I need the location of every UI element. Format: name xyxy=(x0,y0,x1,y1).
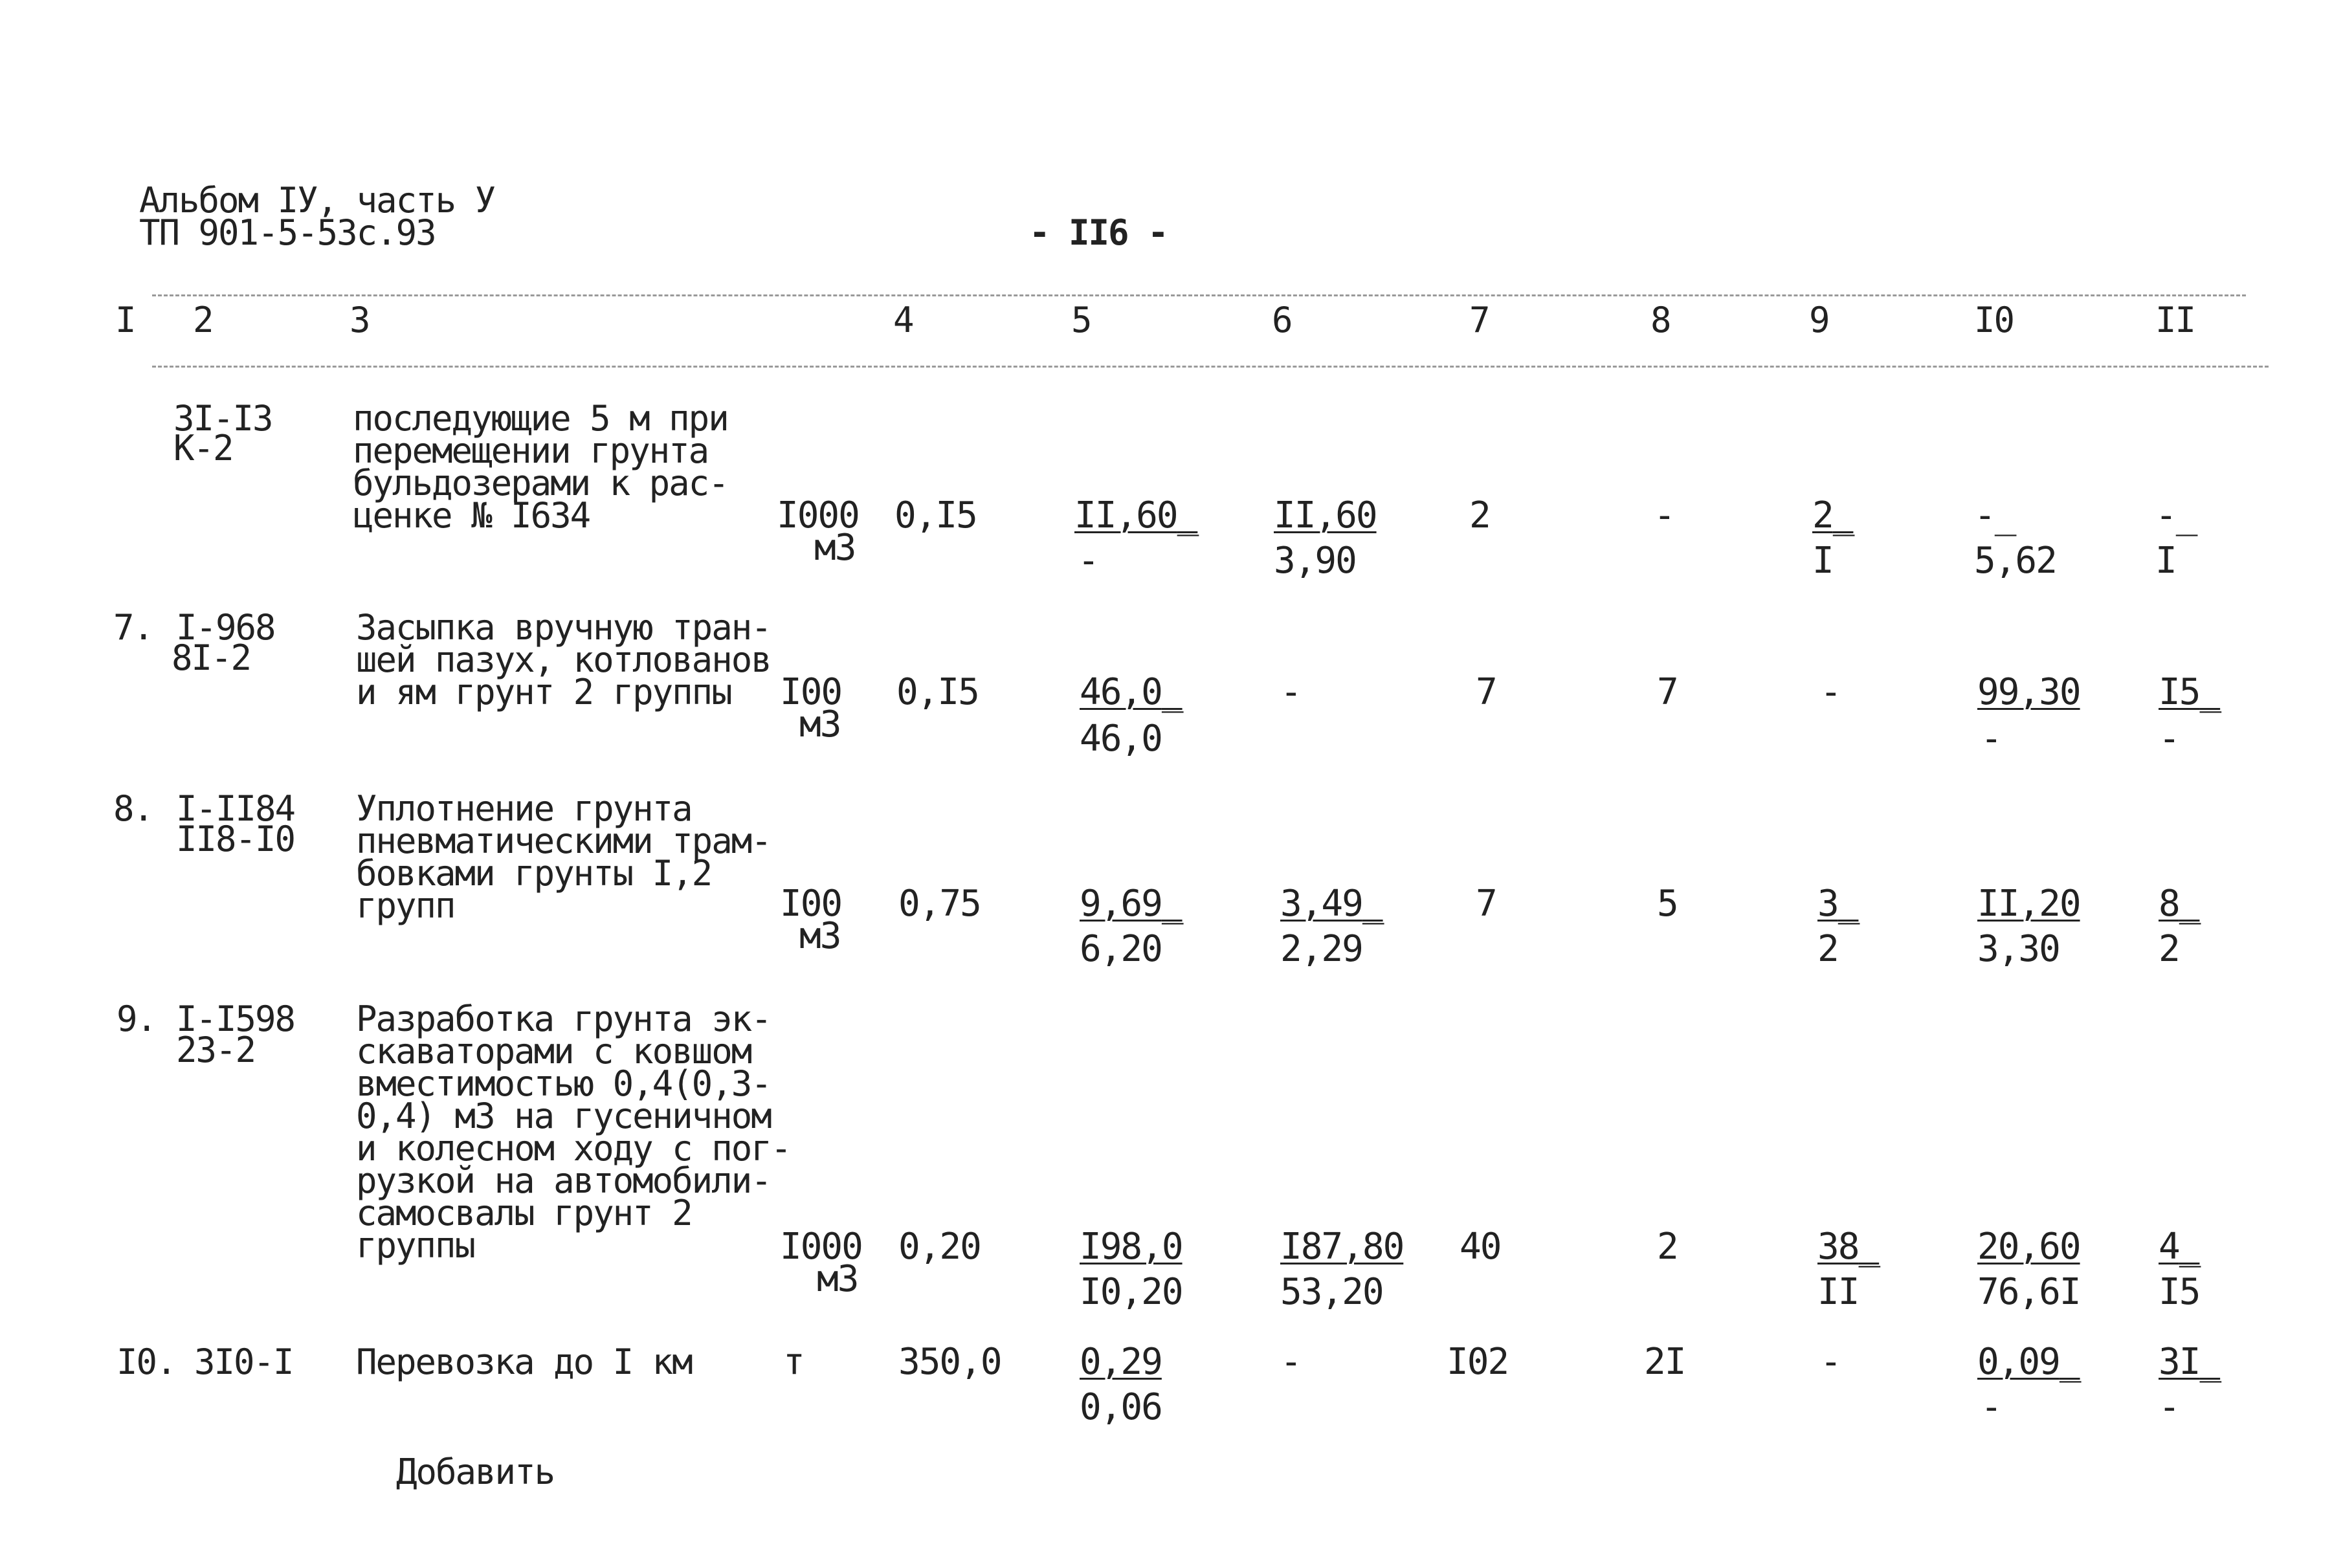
cell-col11-top: 8 _ xyxy=(2159,888,2199,920)
row-code-sub: К-2 xyxy=(173,428,233,469)
row-number: 9. xyxy=(117,999,157,1039)
cell-col9-top: 3 _ xyxy=(1817,888,1858,920)
col-header-10: I0 xyxy=(1974,300,2014,340)
cell-col5-top: I98,0 xyxy=(1080,1226,1183,1268)
row-unit: т xyxy=(783,1341,804,1383)
header-bottom-rule xyxy=(152,366,2269,368)
row-quantity: 0,I5 xyxy=(894,494,977,536)
row-code: 3I0-I xyxy=(194,1342,293,1382)
cell-col9: - xyxy=(1820,1341,1841,1383)
cell-col10-top: II,20 xyxy=(1977,883,2080,925)
cell-col6-bottom: 2,29 xyxy=(1280,928,1362,970)
row-code: I-II84 xyxy=(176,788,295,829)
cell-col8: 7 xyxy=(1657,671,1678,713)
cell-col5-top: 0,29 xyxy=(1080,1341,1162,1383)
cell-col10-bottom: 3,30 xyxy=(1977,928,2060,970)
row-description: рузкой на автомобили- xyxy=(356,1160,771,1201)
cell-col10-bottom: - xyxy=(1981,718,2001,760)
row-unit: I00 xyxy=(780,883,842,925)
cell-col7: 7 xyxy=(1476,883,1496,925)
row-description: ценке № I634 xyxy=(353,495,590,536)
col-header-5: 5 xyxy=(1071,300,1091,340)
col-header-9: 9 xyxy=(1809,300,1829,340)
cell-col11-bottom: 2 xyxy=(2159,928,2179,970)
row-description: последующие 5 м при xyxy=(353,398,728,439)
cell-col11-bottom: I5 xyxy=(2159,1271,2200,1313)
row-unit-sub: м3 xyxy=(799,915,841,957)
cell-col10-top: - _ xyxy=(1974,500,2015,532)
row-number: 7. xyxy=(113,607,153,648)
cell-col6: - xyxy=(1280,671,1301,713)
row-code-sub: 23-2 xyxy=(176,1030,256,1070)
row-quantity: 0,75 xyxy=(898,883,981,925)
cell-col5-bottom: - xyxy=(1078,540,1098,582)
row-number: I0. xyxy=(117,1342,176,1382)
cell-col10-top: 0,09 _ xyxy=(1977,1346,2080,1378)
cell-col6-top: 3,49 _ xyxy=(1280,888,1383,920)
row-description: бовками грунты I,2 xyxy=(356,853,712,894)
row-code: I-968 xyxy=(176,607,275,648)
row-description: Засыпка вручную тран- xyxy=(356,607,771,648)
row-unit-sub: м3 xyxy=(817,1258,858,1300)
cell-col6: - xyxy=(1280,1341,1301,1383)
row-unit: I000 xyxy=(780,1226,862,1268)
album-label: Альбом IУ, часть У xyxy=(139,180,495,221)
cell-col8: 2I xyxy=(1644,1341,1685,1383)
cell-col9-bottom: 2 xyxy=(1817,928,1838,970)
cell-col11-bottom: - xyxy=(2159,718,2179,760)
cell-col5-top: 46,0 _ xyxy=(1080,676,1183,709)
row-description: самосвалы грунт 2 xyxy=(356,1193,692,1233)
cell-col11-bottom: I xyxy=(2155,540,2176,582)
row-code: I-I598 xyxy=(176,999,295,1039)
cell-col6-top: I87,80 xyxy=(1280,1226,1404,1268)
row-quantity: 0,I5 xyxy=(896,671,979,713)
row-code-sub: 8I-2 xyxy=(172,637,251,678)
cell-col10-top: 99,30 xyxy=(1977,671,2080,713)
cell-col7: I02 xyxy=(1447,1341,1509,1383)
cell-col5-bottom: I0,20 xyxy=(1080,1271,1183,1313)
row-number: 8. xyxy=(113,788,153,829)
project-code: ТП 901-5-53с.93 xyxy=(139,212,436,253)
row-code: 3I-I3 xyxy=(173,398,272,439)
row-description: вместимостью 0,4(0,3- xyxy=(356,1063,771,1104)
row-description: групп xyxy=(356,885,455,926)
col-header-3: 3 xyxy=(350,300,370,340)
row-quantity: 0,20 xyxy=(898,1226,981,1268)
row-description: Уплотнение грунта xyxy=(356,788,692,829)
col-header-1: I xyxy=(115,300,135,340)
row-description: группы xyxy=(356,1225,475,1266)
row-unit-sub: м3 xyxy=(799,703,841,745)
cell-col8: 5 xyxy=(1657,883,1678,925)
cell-col11-top: 4 _ xyxy=(2159,1231,2199,1263)
col-header-4: 4 xyxy=(893,300,913,340)
row-description: 0,4) м3 на гусеничном xyxy=(356,1096,771,1136)
add-note: Добавить xyxy=(396,1452,555,1492)
cell-col9-bottom: I xyxy=(1812,540,1833,582)
row-unit-sub: м3 xyxy=(814,527,856,569)
cell-col5-bottom: 46,0 xyxy=(1080,718,1162,760)
cell-col5-top: 9,69 _ xyxy=(1080,888,1183,920)
cell-col7: 40 xyxy=(1460,1226,1501,1268)
row-description: и ям грунт 2 группы xyxy=(356,672,731,712)
cell-col6-top: II,60 xyxy=(1274,494,1377,536)
cell-col10-bottom: 5,62 xyxy=(1974,540,2056,582)
row-description: и колесном ходу с пог- xyxy=(356,1128,791,1169)
cell-col9-bottom: II xyxy=(1817,1271,1859,1313)
row-unit: I00 xyxy=(780,671,842,713)
header-top-rule xyxy=(152,294,2246,296)
row-unit: I000 xyxy=(777,494,859,536)
col-header-11: II xyxy=(2155,300,2195,340)
cell-col11-top: 3I _ xyxy=(2159,1346,2220,1378)
cell-col11-top: - _ xyxy=(2155,500,2196,532)
cell-col8: 2 xyxy=(1657,1226,1678,1268)
cell-col7: 7 xyxy=(1476,671,1496,713)
cell-col11-top: I5 _ xyxy=(2159,676,2220,709)
row-quantity: 350,0 xyxy=(898,1341,1001,1383)
cell-col9: - xyxy=(1820,671,1841,713)
cell-col5-top: II,60 _ xyxy=(1074,500,1197,532)
page-number: - II6 - xyxy=(1029,212,1168,253)
col-header-8: 8 xyxy=(1650,300,1671,340)
row-description: перемещении грунта xyxy=(353,430,709,471)
cell-col6-bottom: 3,90 xyxy=(1274,540,1356,582)
cell-col5-bottom: 0,06 xyxy=(1080,1386,1162,1428)
row-description: Перевозка до I км xyxy=(356,1342,692,1382)
cell-col7: 2 xyxy=(1469,494,1490,536)
row-description: бульдозерами к рас- xyxy=(353,463,728,503)
cell-col5-bottom: 6,20 xyxy=(1080,928,1162,970)
col-header-7: 7 xyxy=(1469,300,1489,340)
cell-col10-bottom: - xyxy=(1981,1386,2001,1428)
cell-col9-top: 38 _ xyxy=(1817,1231,1879,1263)
row-description: Разработка грунта эк- xyxy=(356,999,771,1039)
col-header-6: 6 xyxy=(1272,300,1292,340)
col-header-2: 2 xyxy=(193,300,213,340)
cell-col10-top: 20,60 xyxy=(1977,1226,2080,1268)
row-description: скаваторами с ковшом xyxy=(356,1031,751,1072)
cell-col10-bottom: 76,6I xyxy=(1977,1271,2080,1313)
row-description: пневматическими трам- xyxy=(356,821,771,861)
row-description: шей пазух, котлованов xyxy=(356,639,771,680)
cell-col9-top: 2 _ xyxy=(1812,500,1853,532)
cell-col6-bottom: 53,20 xyxy=(1280,1271,1383,1313)
cell-col11-bottom: - xyxy=(2159,1386,2179,1428)
cell-col8: - xyxy=(1654,494,1674,536)
row-code-sub: II8-I0 xyxy=(176,819,295,859)
